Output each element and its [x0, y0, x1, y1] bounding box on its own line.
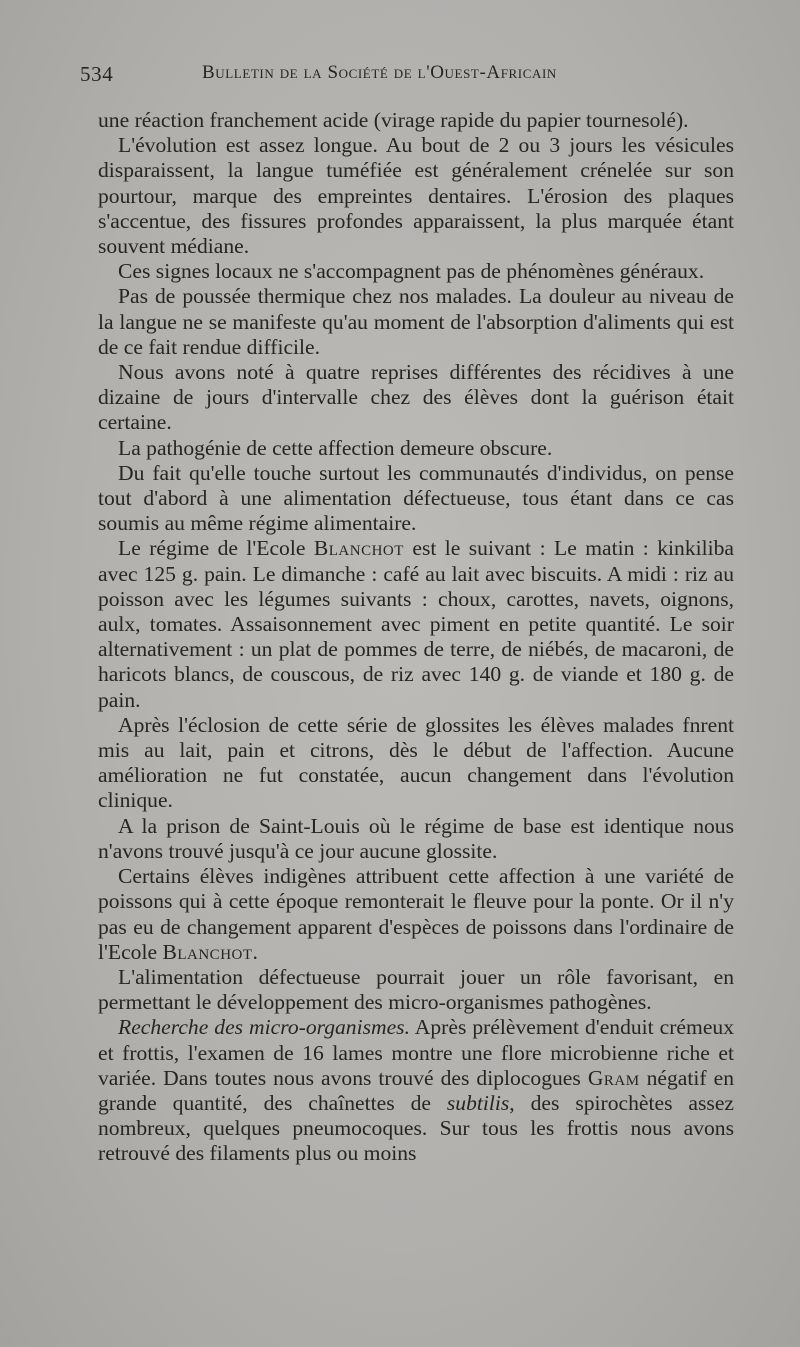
text-run: Certains élèves indigènes attribuent cette affection à une variété de poissons qui à cette époque remonterait le fleuve pour la ponte. Or il n'y pas eu de changement apparent d'espèces de poissons dans l'ordinaire de l'Ecole [98, 864, 734, 964]
paragraph-milk-diet: Après l'éclosion de cette série de glossites les élèves malades fnrent mis au lait, pain et citrons, dès le début de l'affection. Aucune amélioration ne fut constatée, aucun changement dans l'évolution clinique. [98, 712, 734, 813]
text-run: Après prélèvement d'enduit crémeux et frottis, l'examen de 16 lames montre une flore microbienne riche et variée. Dans toutes nous avons trouvé des diplocogues [98, 1015, 734, 1090]
section-heading-italic: Recherche des micro-organismes. [118, 1015, 410, 1040]
paragraph-school-diet [98, 536, 734, 712]
text-run: négatif en grande quantité, des chaînettes de [98, 1065, 734, 1115]
school-name: Blanchot [313, 536, 404, 561]
paragraph-diet-hypothesis: Du fait qu'elle touche surtout les communautés d'individus, on pense tout d'abord à une alimentation défectueuse, tous étant dans ce cas soumis au même régime alimentaire. [98, 460, 734, 536]
paragraph-microorganisms [98, 1015, 734, 1166]
paragraph-favoring-role: L'alimentation défectueuse pourrait jouer un rôle favorisant, en permettant le développement des micro-organismes pathogènes. [98, 964, 734, 1015]
article-body [98, 108, 734, 1167]
text-run: est le suivant : Le matin : kinkiliba avec 125 g. pain. Le dimanche : café au lait avec biscuits. A midi : riz au poisson avec les légumes suivants : choux, carottes, navets, oignons, aulx, tomates. Assaisonnement avec piment en petite quantité. Le soir alternativement : un plat de pommes de terre, de niébés, de macaroni, de haricots blancs, de couscous, de riz avec 140 g. de viande et 180 g. de pain. [98, 536, 735, 712]
paragraph-recurrence: Nous avons noté à quatre reprises différentes des récidives à une dizaine de jours d'intervalle chez des élèves dont la guérison était certaine. [98, 360, 734, 435]
paragraph-pathogenesis: La pathogénie de cette affection demeure obscure. [118, 435, 553, 460]
journal-title: Bulletin de la Société de l'Ouest-Africain [202, 62, 557, 83]
text-run: , des spirochètes assez nombreux, quelques pneumocoques. Sur tous les frottis nous avons retrouvé des filaments plus ou moins [98, 1090, 734, 1166]
paragraph-reaction: une réaction franchement acide (virage rapide du papier tournesolé). [98, 108, 689, 132]
gram-term: Gram [587, 1065, 640, 1090]
paragraph-fever: Pas de poussée thermique chez nos malades. La douleur au niveau de la langue ne se manifeste qu'au moment de l'absorption d'aliments qui est de ce fait rendue difficile. [98, 284, 734, 359]
text-run: . [252, 939, 258, 964]
paragraph-local-signs: Ces signes locaux ne s'accompagnent pas de phénomènes généraux. [118, 259, 705, 284]
paragraph-fish [98, 864, 734, 965]
paragraph-evolution: L'évolution est assez longue. Au bout de 2 ou 3 jours les vésicules disparaissent, la langue tuméfiée est généralement crénelée sur son pourtour, marque des empreintes dentaires. L'érosion des plaques s'accentue, des fissures profondes apparaissent, la plus marquée étant souvent médiane. [98, 133, 734, 259]
page-number: 534 [80, 62, 114, 86]
school-name: Blanchot [162, 939, 253, 964]
paragraph-prison: A la prison de Saint-Louis où le régime de base est identique nous n'avons trouvé jusqu'à ce jour aucune glossite. [98, 813, 734, 863]
text-run: Le régime de l'Ecole [118, 536, 314, 561]
species-name: subtilis [446, 1090, 510, 1115]
